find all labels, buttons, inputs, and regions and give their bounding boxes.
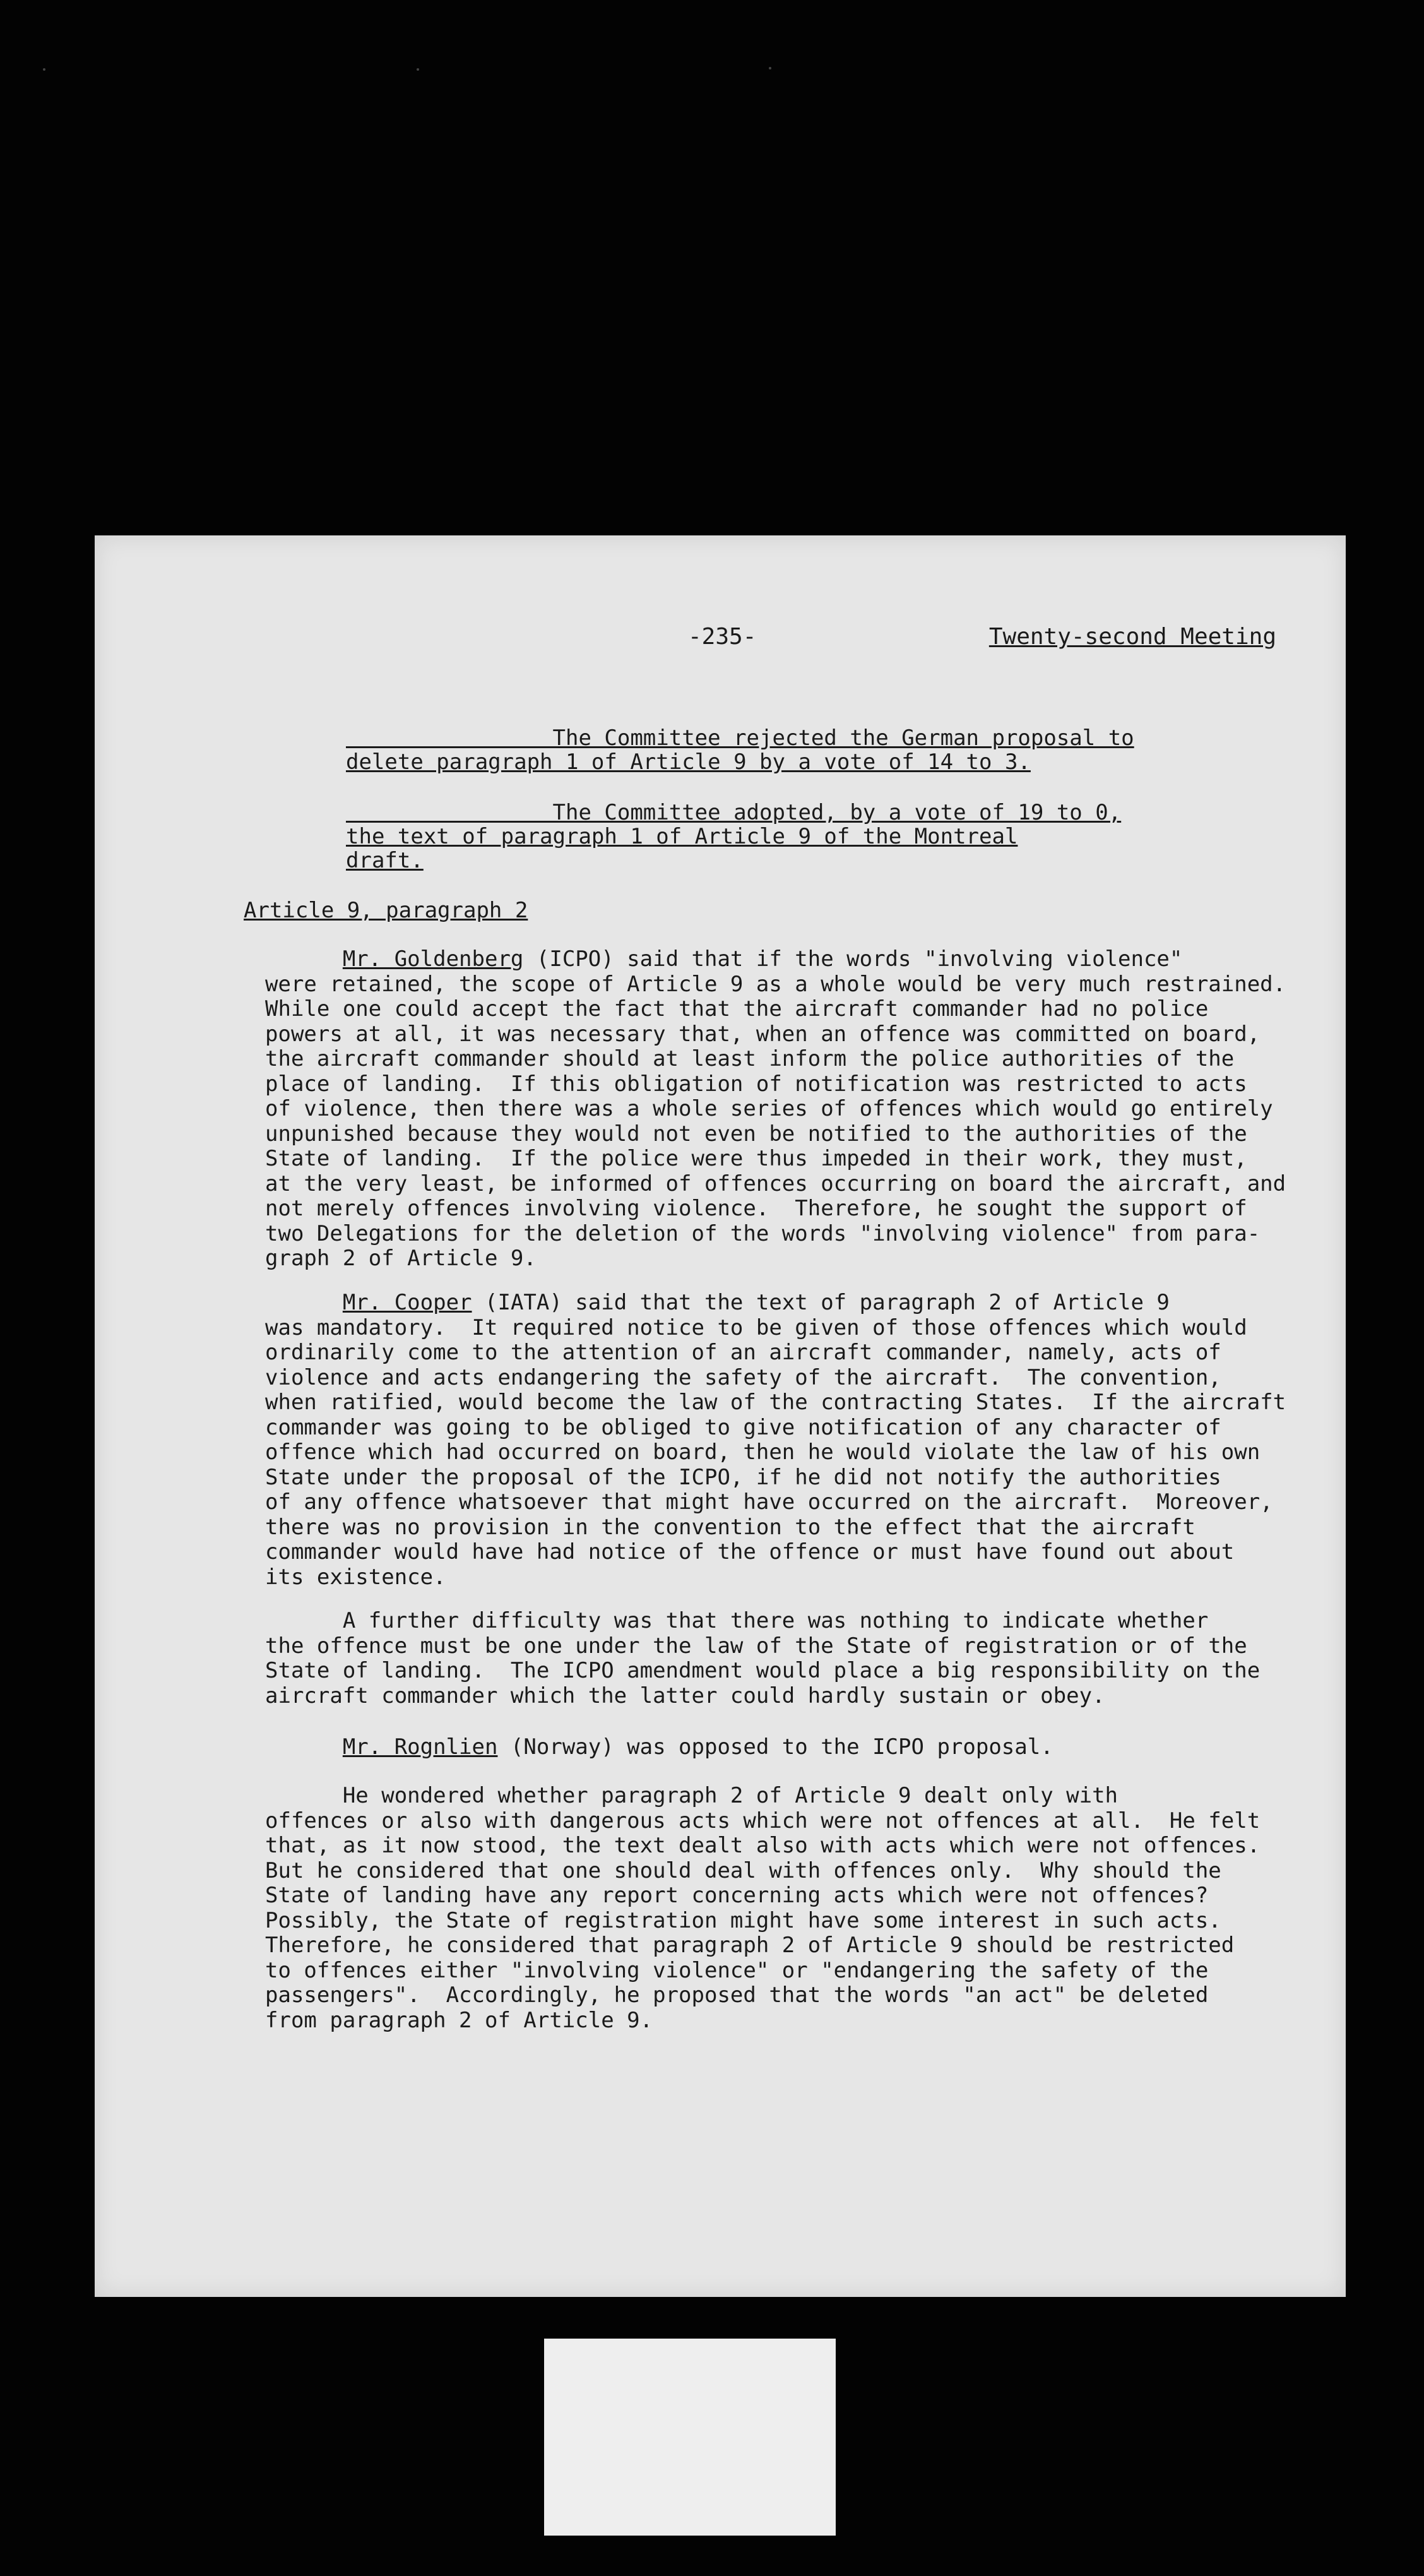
paragraph-text: A further difficulty was that there was nothing to indicate whether the offence must be one under the law of the State of registration or of the State of landing. The ICPO amendment would place a big responsibility on the aircraft commander which the latter could hardly sustain or obey.: [265, 1608, 1261, 1708]
document-page: [95, 535, 1346, 2297]
speaker-name: Mr. Goldenberg: [342, 946, 524, 972]
paragraph-text: He wondered whether paragraph 2 of Article 9 dealt only with offences or also with dangerous acts which were not offences at all. He felt that, as it now stood, the text dealt also with acts which were not offences. But he considered that one should deal with offences only. Why should the State of landing have any report concerning acts which were not offences? Possibly, the State of registration might have some interest in such acts. Therefore, he considered that paragraph 2 of Article 9 should be restricted to offences either "involving violence" or "endangering the safety of the passengers". Accordingly, he proposed that the words "an act" be deleted from paragraph 2 of Article 9.: [265, 1783, 1261, 2033]
paragraph-text: (IATA) said that the text of paragraph 2 of Article 9 was mandatory. It required notice to be given of those offences which would ordinarily come to the attention of an aircraft commander, namely, acts of violence and acts endangering the safety of the aircraft. The convention, when ratified, would become the law of the contracting States. If the aircraft commander was going to be obliged to give notification of any character of offence which had occurred on board, then he would violate the law of his own State under the proposal of the ICPO, if he did not notify the authorities of any offence whatsoever that might have occurred on the aircraft. Moreover, there was no provision in the convention to the effect that the aircraft commander would have had notice of the offence or must have found out about its existence.: [265, 1290, 1286, 1590]
paragraph: [265, 1609, 1326, 1708]
section-heading: Article 9, paragraph 2: [244, 898, 528, 923]
meeting-title: Twenty-second Meeting: [988, 624, 1276, 650]
paragraph: [265, 947, 1326, 1272]
scan-speck: [43, 68, 45, 71]
speaker-name: Mr. Cooper: [342, 1290, 472, 1315]
page-number: -235-: [688, 624, 757, 650]
speaker-name: Mr. Rognlien: [342, 1734, 498, 1760]
paper-slip: [544, 2339, 836, 2536]
paragraph-text: (Norway) was opposed to the ICPO proposal.: [497, 1734, 1053, 1760]
committee-decision: The Committee rejected the German proposal to delete paragraph 1 of Article 9 by a vote of 14 to 3.: [346, 725, 1134, 775]
paragraph: [265, 1735, 1326, 1760]
paragraph-text: (ICPO) said that if the words "involving violence" were retained, the scope of Article 9 as a whole would be very much restrained. While one could accept the fact that the aircraft commander had no police powers at all, it was necessary that, when an offence was committed on board, the aircraft commander should at least inform the police authorities of the place of landing. If this obligation of notification was restricted to acts of violence, then there was a whole series of offences which would go entirely unpunished because they would not even be notified to the authorities of the State of landing. If the police were thus impeded in their work, they must, at the very least, be informed of offences occurring on board the aircraft, and not merely offences involving violence. Therefore, he sought the support of two Delegations for the deletion of the words "involving violence" from para- graph 2 of Article 9.: [265, 946, 1286, 1271]
committee-decision: The Committee adopted, by a vote of 19 to 0, the text of paragraph 1 of Article 9 of the Montreal draft.: [346, 800, 1122, 873]
paragraph: [265, 1291, 1326, 1590]
paragraph: [265, 1784, 1326, 2033]
scan-speck: [417, 68, 419, 71]
scan-speck: [769, 67, 771, 69]
